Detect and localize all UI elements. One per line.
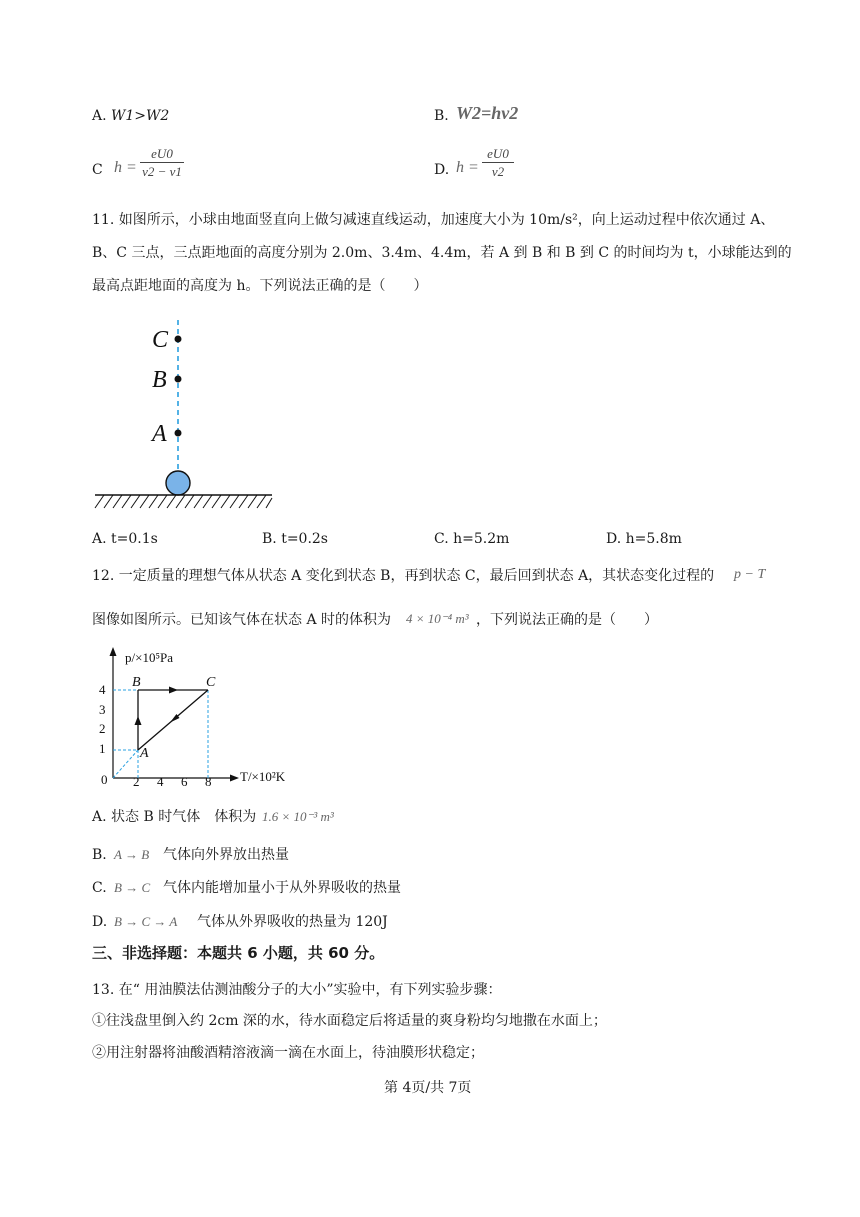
q10-option-b-formula: W2=hν2 — [456, 103, 519, 123]
q12-option-c-label: C. — [92, 880, 107, 896]
q12-option-b-formula: A → B — [114, 847, 150, 862]
x-tick-8: 8 — [205, 774, 212, 789]
point-a-label: A — [152, 421, 167, 447]
q11-option-b: B. t=0.2s — [262, 531, 328, 547]
q10-option-c-numerator: eU0 — [151, 146, 173, 161]
q10-option-b-label: B. — [434, 108, 449, 124]
point-b-dot — [175, 376, 182, 383]
y-tick-2: 2 — [99, 721, 106, 736]
x-tick-4: 4 — [157, 774, 164, 789]
q12-line1-formula: p − T — [734, 567, 766, 582]
state-c-label: C — [206, 675, 216, 690]
y-axis-arrow-icon — [110, 647, 117, 656]
q12-option-c-text: 气体内能增加量小于从外界吸收的热量 — [163, 880, 401, 896]
state-b-label: B — [132, 675, 141, 690]
q13-step2: ②用注射器将油酸酒精溶液滴一滴在水面上，待油膜形状稳定； — [92, 1045, 484, 1061]
q10-option-d-numerator: eU0 — [487, 146, 509, 161]
origin-label: 0 — [101, 772, 108, 787]
q12-line2-formula: 4 × 10⁻⁴ m³ — [406, 611, 469, 626]
q12-option-d-formula: B → C → A — [114, 914, 178, 929]
q12-option-d-label: D. — [92, 914, 108, 930]
q10-option-d-label: D. — [434, 162, 450, 178]
q11-option-d: D. h=5.8m — [606, 531, 682, 547]
point-b-label: B — [152, 367, 167, 393]
q11-line1: 11. 如图所示，小球由地面竖直向上做匀减速直线运动，加速度大小为 10m/s²，向上运动过程中依次通过 A、 — [92, 212, 775, 228]
point-a-dot — [175, 430, 182, 437]
q10-option-a-label: A. — [92, 108, 107, 124]
q10-option-a-text: W1>W2 — [111, 108, 170, 124]
q13-intro: 13. 在“ 用油膜法估测油酸分子的大小”实验中，有下列实验步骤： — [92, 982, 502, 998]
x-tick-6: 6 — [181, 774, 188, 789]
y-axis-label: p/×10⁵Pa — [125, 650, 173, 665]
q10-option-c-label: C — [92, 162, 103, 178]
q12-option-c-formula: B → C — [114, 880, 151, 895]
q12-option-a-label: A. 状态 B 时气体 体积为 — [92, 809, 257, 825]
arrow-right-icon — [169, 687, 178, 694]
y-tick-3: 3 — [99, 702, 106, 717]
q10-option-d-denominator: v2 — [491, 164, 505, 179]
x-axis-label: T/×10²K — [240, 769, 286, 784]
y-tick-4: 4 — [99, 682, 106, 697]
x-axis-arrow-icon — [230, 775, 239, 782]
state-a-label: A — [140, 746, 149, 761]
q12-line2-post: ，下列说法正确的是（ ） — [476, 612, 658, 628]
q10-option-d-fraction — [482, 146, 514, 179]
q10-option-c-lhs: h = — [114, 159, 137, 176]
q12-option-b-text: 气体向外界放出热量 — [163, 847, 289, 863]
point-c-dot — [175, 336, 182, 343]
q11-option-a: A. t=0.1s — [92, 531, 158, 547]
ground-hatching — [95, 495, 272, 508]
page-footer: 第 4页/共 7页 — [384, 1080, 472, 1096]
q12-option-b-label: B. — [92, 847, 107, 863]
q12-option-d-text: 气体从外界吸收的热量为 120J — [197, 914, 388, 930]
q10-option-c-denominator: v2 − v1 — [142, 164, 182, 179]
point-c-label: C — [152, 327, 169, 353]
q10-option-d-lhs: h = — [456, 159, 479, 176]
q11-figure — [92, 320, 282, 520]
q12-option-a-formula: 1.6 × 10⁻³ m³ — [262, 809, 334, 824]
q11-line2: B、C 三点，三点距地面的高度分别为 2.0m、3.4m、4.4m，若 A 到 B 和 B 到 C 的时间均为 t，小球能达到的 — [92, 245, 792, 261]
q11-line3: 最高点距地面的高度为 h。下列说法正确的是（ ） — [92, 278, 428, 294]
q12-line1: 12. 一定质量的理想气体从状态 A 变化到状态 B，再到状态 C，最后回到状态 A，其状态变化过程的 — [92, 568, 715, 584]
arrow-up-icon — [135, 716, 142, 725]
y-tick-1: 1 — [99, 741, 106, 756]
q12-line2: 图像如图所示。已知该气体在状态 A 时的体积为 — [92, 612, 392, 628]
section-3-heading: 三、非选择题：本题共 6 小题，共 60 分。 — [92, 944, 385, 962]
q12-pt-graph — [92, 644, 302, 794]
q10-option-c-fraction — [140, 146, 184, 179]
x-tick-2: 2 — [133, 774, 140, 789]
q11-option-c: C. h=5.2m — [434, 531, 510, 547]
dashed-guides — [113, 690, 208, 778]
ball — [166, 471, 190, 495]
q13-step1: ①往浅盘里倒入约 2cm 深的水，待水面稳定后将适量的爽身粉均匀地撒在水面上； — [92, 1013, 607, 1029]
